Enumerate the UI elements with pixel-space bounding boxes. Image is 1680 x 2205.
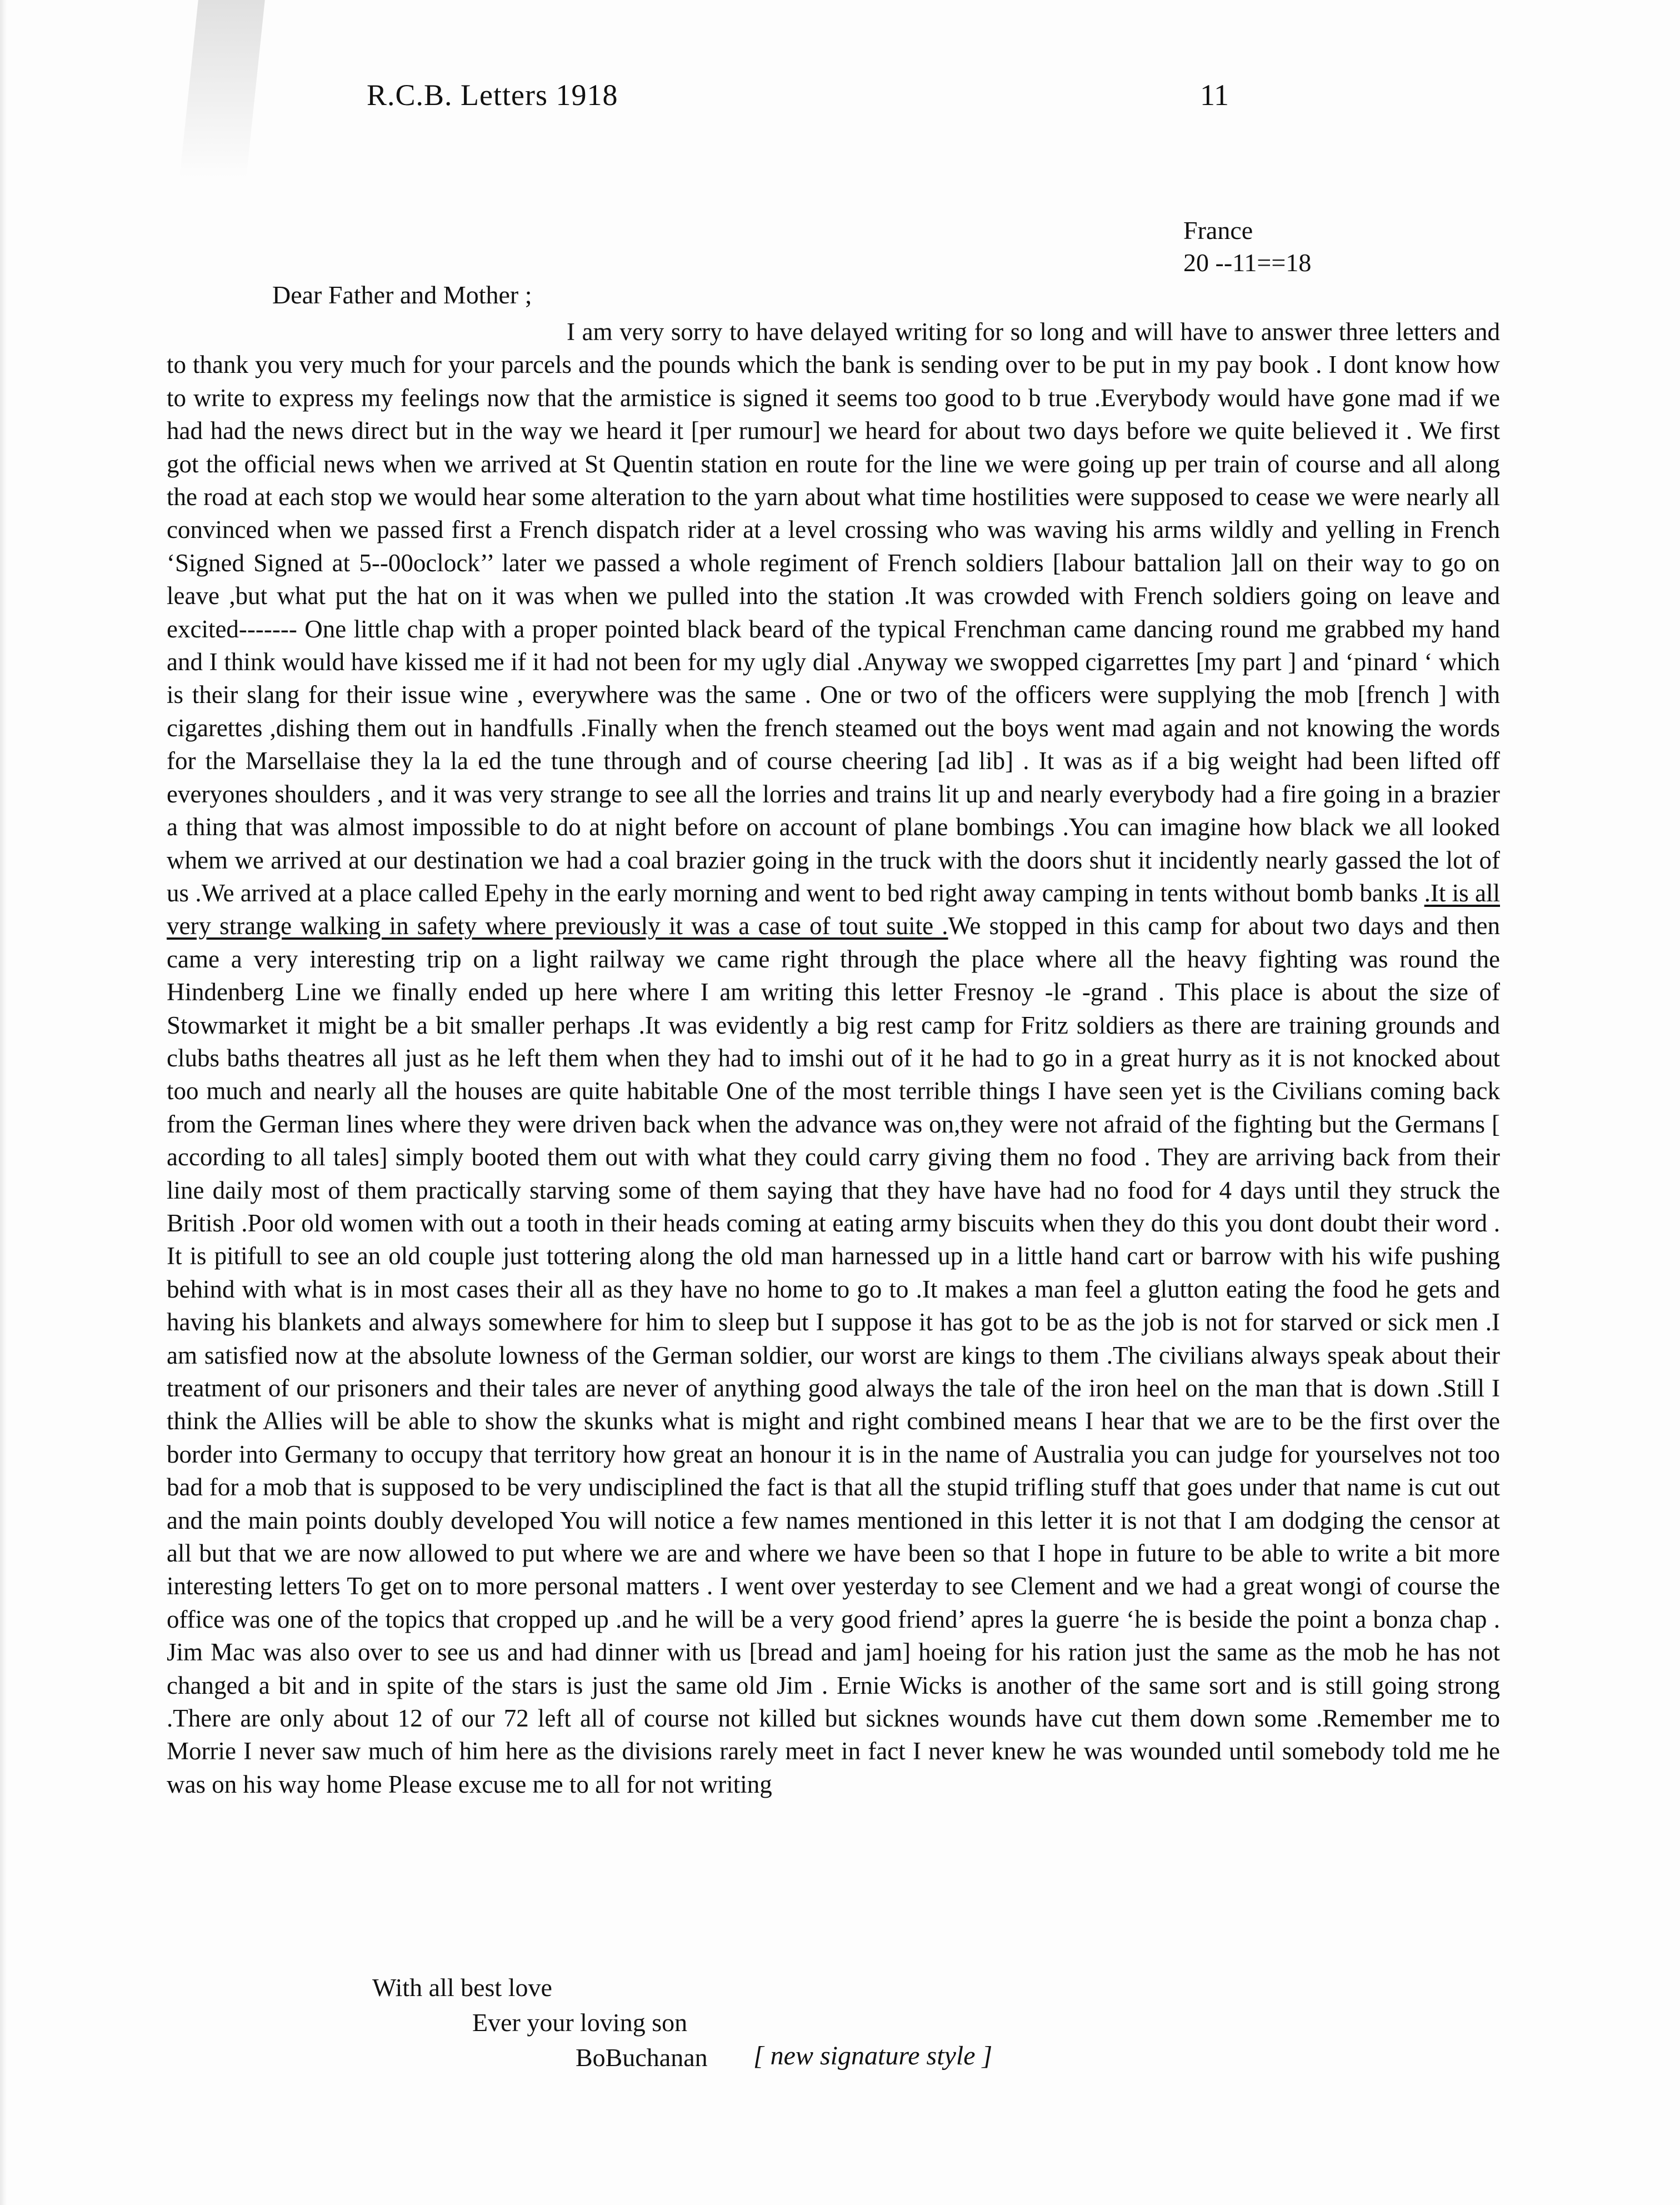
signature-note: [ new signature style ] (753, 2041, 993, 2071)
page-header-title: R.C.B. Letters 1918 (367, 78, 618, 112)
letter-salutation: Dear Father and Mother ; (272, 281, 532, 309)
letter-place: France (1183, 216, 1253, 245)
letter-body-part-2: We stopped in this camp for about two days and then came a very interesting trip on a light railway we came right through the place where all the heavy fighting was round the Hindenberg Line we finally ended up here where I am writing this letter Fresnoy -le -grand . This place is about the size of Stowmarket it might be a bit smaller perhaps .It was evidently a big rest camp for Fritz soldiers as there are training grounds and clubs baths theatres all just as he left them when they had to imshi out of it he had to go in a great hurry as it is not knocked about too much and nearly all the houses are quite habitable One of the most terrible things I have seen yet is the Civilians coming back from the German lines where they were driven back when the advance was on,they were not afraid of the fighting but the Germans [ according to all tales] simply booted them out with what they could carry giving them no food . They are arriving back from their line daily most of them practically starving some of them saying that they have have had no food for 4 days until they struck the British .Poor old women with out a tooth in their heads coming at eating army biscuits when they do this you dont doubt their word . It is pitifull to see an old couple just tottering along the old man harnessed up in a little hand cart or barrow with his wife pushing behind with what is in most cases their all as they have no home to go to .It makes a man feel a glutton eating the food he gets and having his blankets and always somewhere for him to sleep but I suppose it has got to be as the job is not for starved or sick men .I am satisfied now at the absolute lowness of the German soldier, our worst are kings to them .The civilians always speak about their treatment of our prisoners and their tales are never of anything good always the tale of the iron heel on the man that is down .Still I think the Allies will be able to show the skunks what is might and right combined means I hear that we are to be the first over the border into Germany to occupy that territory how great an honour it is in the name of Australia you can judge for yourselves not too bad for a mob that is supposed to be very undisciplined the fact is that all the stupid trifling stuff that goes under that name is cut out and the main points doubly developed You will notice a few names mentioned in this letter it is not that I am dodging the censor at all but that we are now allowed to put where we are and where we have been so that I hope in future to be able to write a bit more interesting letters To get on to more personal matters . I went over yesterday to see Clement and we had a great wongi of course the office was one of the topics that cropped up .and he will be a very good friend’ apres la guerre ‘he is beside the point a bonza chap . Jim Mac was also over to see us and had dinner with us [bread and jam] hoeing for his ration just the same as the mob he has not changed a bit and in spite of the stars is just the same old Jim . Ernie Wicks is another of the same sort and is still going strong .There are only about 12 of our 72 left all of course not killed but sicknes wounds have cut them down some .Remember me to Morrie I never saw much of him here as the divisions rarely meet in fact I never knew he was wounded until somebody told me he was on his way home Please excuse me to all for not writing (167, 912, 1500, 1798)
letter-closing: With all best love (372, 1973, 552, 2002)
letter-valediction: Ever your loving son (472, 2008, 688, 2037)
letter-body-part-1: I am very sorry to have delayed writing for so long and will have to answer three letters and to thank you very much for your parcels and the pounds which the bank is sending over to be put in my pay book . I dont know how to write to express my feelings now that the armistice is signed it seems too good to b true .Everybody would have gone mad if we had had the news direct but in the way we heard it [per rumour] we heard for about two days before we quite believed it . We first got the official news when we arrived at St Quentin station en route for the line we were going up per train of course and all along the road at each stop we would hear some alteration to the yarn about what time hostilities were supposed to cease we were nearly all convinced when we passed first a French dispatch rider at a level crossing who was waving his arms wildly and yelling in French ‘Signed Signed at 5--00oclock’’ later we passed a whole regiment of French soldiers [labour battalion ]all on their way to go on leave ,but what put the hat on it was when we pulled into the station .It was crowded with French soldiers going on leave and excited------- One little chap with a proper pointed black beard of the typical Frenchman came dancing round me grabbed my hand and I think would have kissed me if it had not been for my ugly dial .Anyway we swopped cigarrettes [my part ] and ‘pinard ‘ which is their slang for their issue wine , everywhere was the same . One or two of the officers were supplying the mob [french ] with cigarettes ,dishing them out in handfulls .Finally when the french steamed out the boys went mad again and not knowing the words for the Marsellaise they la la ed the tune through and of course cheering [ad lib] . It was as if a big weight had been lifted off everyones shoulders , and it was very strange to see all the lorries and trains lit up and nearly everybody had a fire going in a brazier a thing that was almost impossible to do at night before on account of plane bombings .You can imagine how black we all looked whem we arrived at our destination we had a coal brazier going in the truck with the doors shut it incidently nearly gassed the lot of us .We arrived at a place called Epehy in the early morning and went to bed right away camping in tents without bomb banks (167, 318, 1500, 907)
letter-signature: BoBuchanan (576, 2043, 708, 2072)
scan-streak-mark (179, 0, 265, 178)
scan-edge-shadow (0, 0, 7, 2205)
letter-body-underlined: .It is all very strange walking in safety where previously it was a case of tout suite . (167, 879, 1500, 940)
letter-date: 20 --11==18 (1183, 248, 1312, 277)
letter-body (167, 316, 1500, 1801)
page-number: 11 (1200, 78, 1229, 112)
